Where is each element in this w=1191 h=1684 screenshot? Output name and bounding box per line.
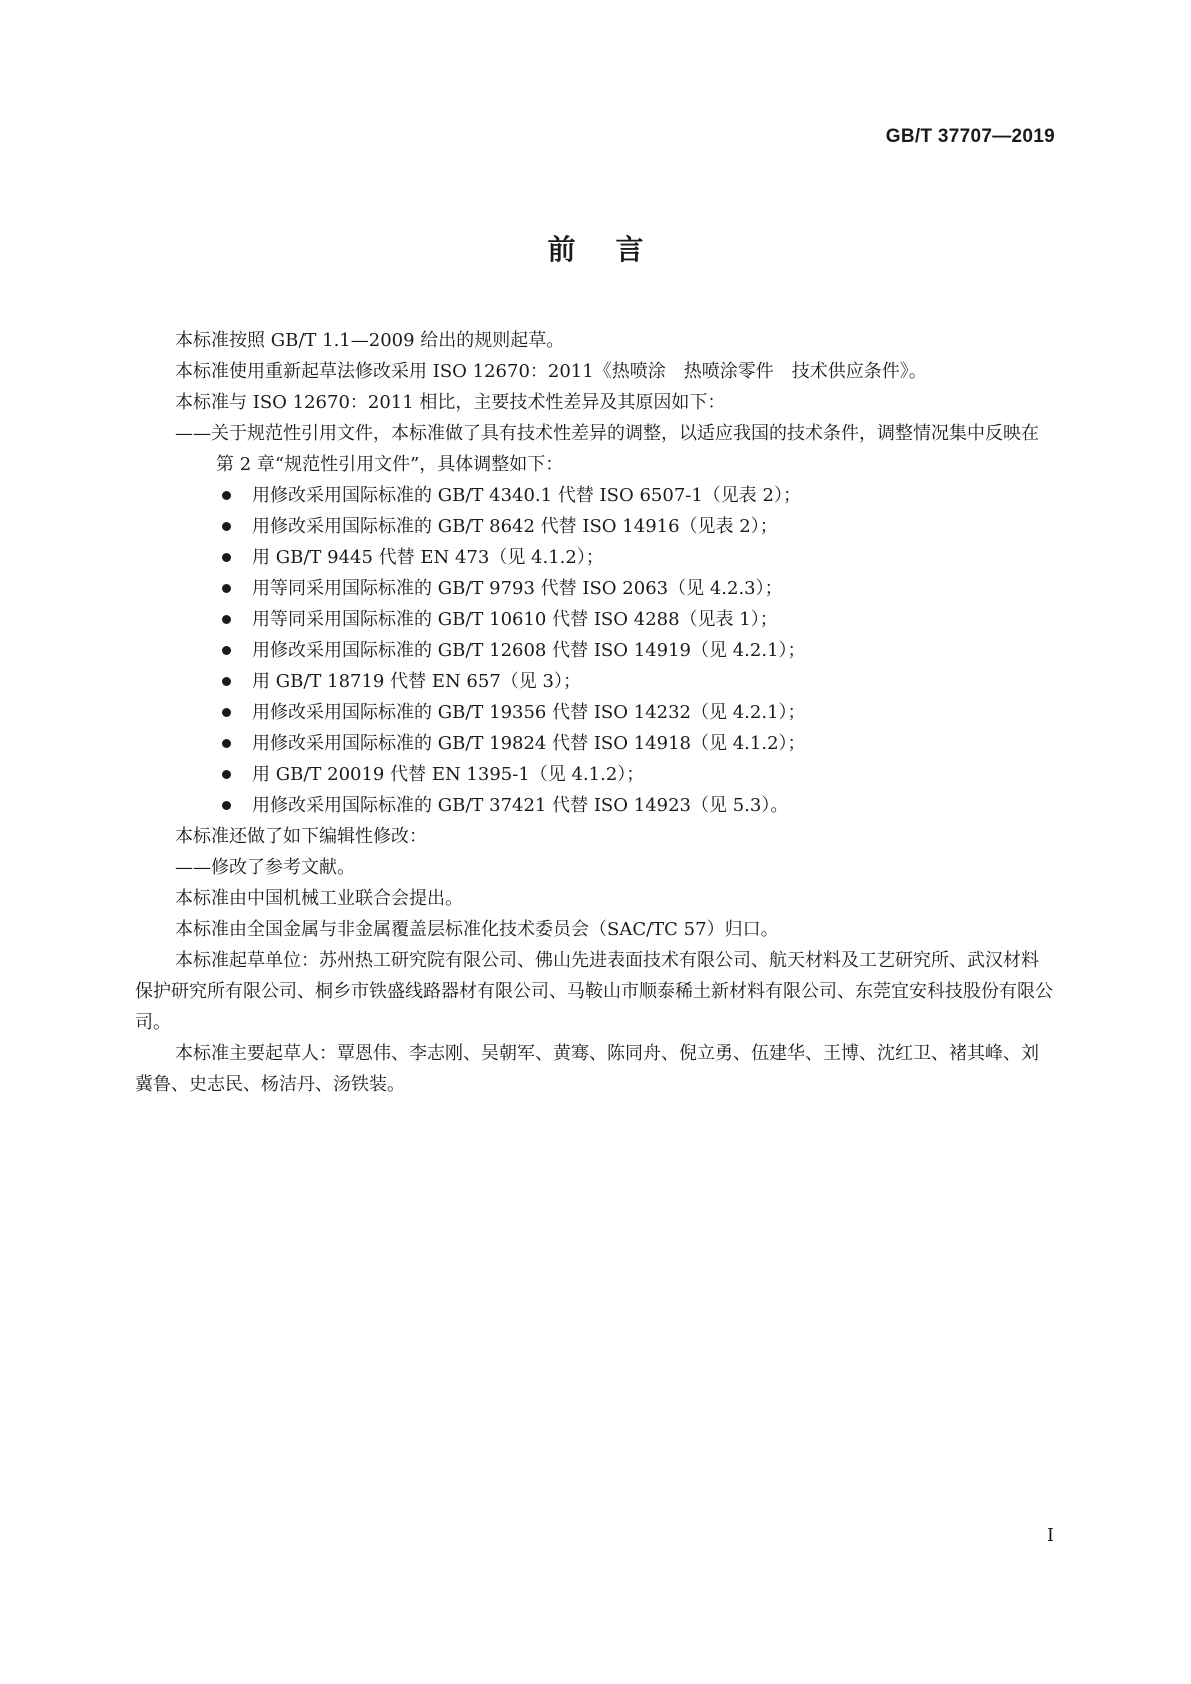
list-item: 用等同采用国际标准的 GB/T 9793 代替 ISO 2063（见 4.2.3）； xyxy=(135,573,1055,604)
list-item: 用等同采用国际标准的 GB/T 10610 代替 ISO 4288（见表 1）； xyxy=(135,604,1055,635)
bullet-icon xyxy=(222,646,231,655)
list-item: 用修改采用国际标准的 GB/T 19824 代替 ISO 14918（见 4.1.2）； xyxy=(135,728,1055,759)
bullet-icon xyxy=(222,522,231,531)
bullet-icon xyxy=(222,491,231,500)
paragraph-adoption: 本标准使用重新起草法修改采用 ISO 12670：2011《热喷涂 热喷涂零件 技术供应条件》。 xyxy=(175,361,927,382)
bullet-icon xyxy=(222,584,231,593)
paragraph-drafters: 本标准主要起草人：覃恩伟、李志刚、吴朝军、黄骞、陈同舟、倪立勇、伍建华、王博、沈红卫、褚其峰、刘冀鲁、史志民、杨洁丹、汤铁装。 xyxy=(135,1043,1039,1095)
list-item: 用 GB/T 20019 代替 EN 1395-1（见 4.1.2）； xyxy=(135,759,1055,790)
list-item: 用修改采用国际标准的 GB/T 37421 代替 ISO 14923（见 5.3）。 xyxy=(135,790,1055,821)
page-number: I xyxy=(1046,1525,1054,1546)
paragraph-differences-intro: 本标准与 ISO 12670：2011 相比，主要技术性差异及其原因如下： xyxy=(175,392,726,413)
paragraph-proposed-by: 本标准由中国机械工业联合会提出。 xyxy=(175,888,463,909)
bullet-icon xyxy=(222,615,231,624)
bullet-icon xyxy=(222,708,231,717)
dash-item-normative-references: ——关于规范性引用文件，本标准做了具有技术性差异的调整，以适应我国的技术条件，调整情况集中反映在第 2 章“规范性引用文件”，具体调整如下： xyxy=(175,423,1039,475)
bullet-icon xyxy=(222,770,231,779)
list-item: 用 GB/T 18719 代替 EN 657（见 3）； xyxy=(135,666,1055,697)
paragraph-responsible-committee: 本标准由全国金属与非金属覆盖层标准化技术委员会（SAC/TC 57）归口。 xyxy=(175,919,779,940)
paragraph-drafting-units: 本标准起草单位：苏州热工研究院有限公司、佛山先进表面技术有限公司、航天材料及工艺研究所、武汉材料保护研究所有限公司、桐乡市铁盛线路器材有限公司、马鞍山市顺泰稀土新材料有限公司、东莞宜安科技股份有限公司。 xyxy=(135,950,1053,1033)
list-item: 用修改采用国际标准的 GB/T 4340.1 代替 ISO 6507-1（见表 2）； xyxy=(135,480,1055,511)
bullet-icon xyxy=(222,739,231,748)
standard-code: GB/T 37707—2019 xyxy=(885,126,1055,147)
bullet-icon xyxy=(222,553,231,562)
list-item: 用修改采用国际标准的 GB/T 8642 代替 ISO 14916（见表 2）； xyxy=(135,511,1055,542)
paragraph-editorial-intro: 本标准还做了如下编辑性修改： xyxy=(175,826,427,847)
list-item: 用 GB/T 9445 代替 EN 473（见 4.1.2）； xyxy=(135,542,1055,573)
list-item: 用修改采用国际标准的 GB/T 12608 代替 ISO 14919（见 4.2.1）； xyxy=(135,635,1055,666)
bullet-icon xyxy=(222,677,231,686)
list-item: 用修改采用国际标准的 GB/T 19356 代替 ISO 14232（见 4.2.1）； xyxy=(135,697,1055,728)
reference-replacement-list xyxy=(135,480,1055,821)
dash-item-bibliography: ——修改了参考文献。 xyxy=(175,857,355,878)
bullet-icon xyxy=(222,801,231,810)
page-title: 前言 xyxy=(547,233,684,266)
document-body xyxy=(135,325,1055,1100)
paragraph-drafting-rules: 本标准按照 GB/T 1.1—2009 给出的规则起草。 xyxy=(175,330,565,351)
